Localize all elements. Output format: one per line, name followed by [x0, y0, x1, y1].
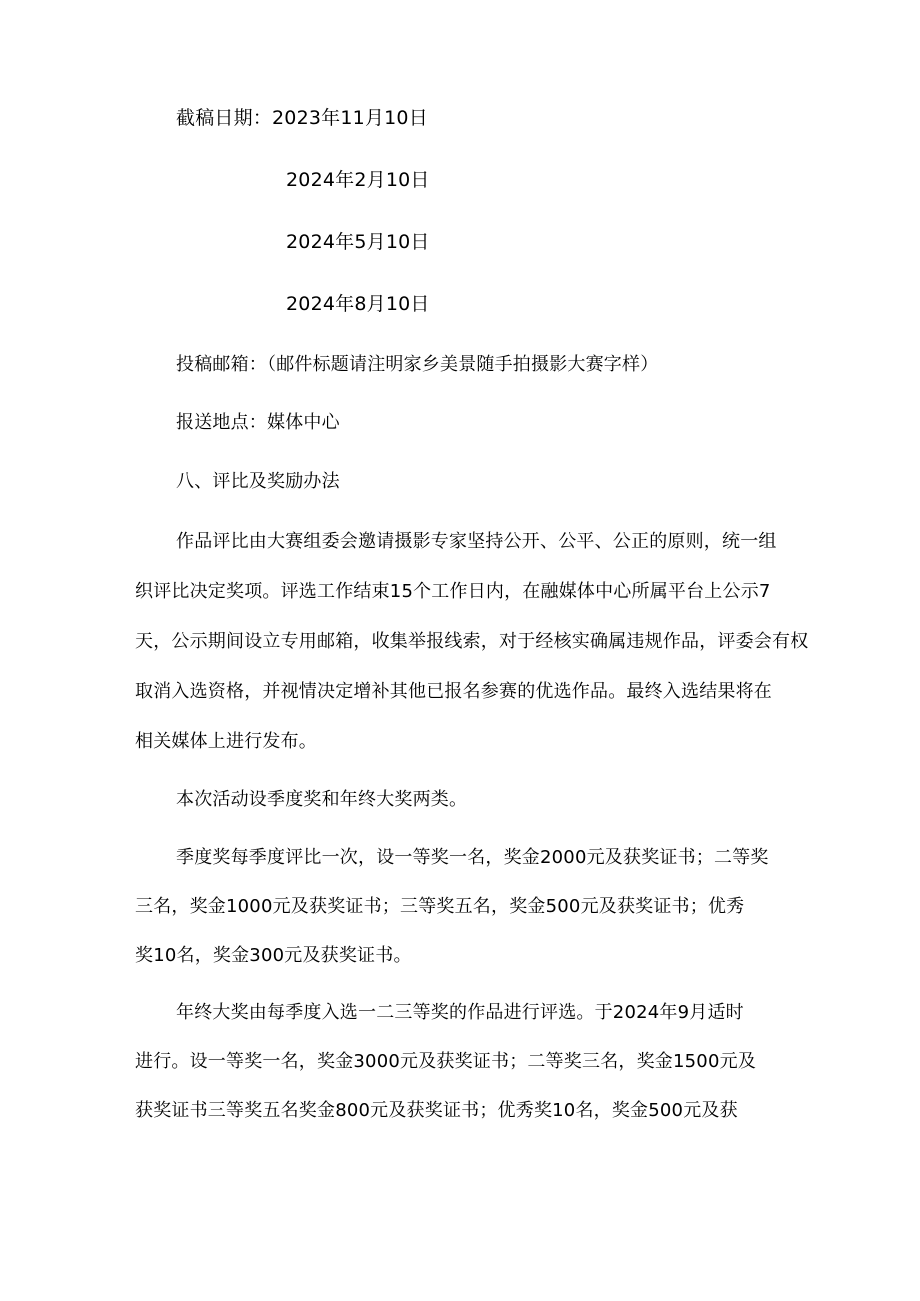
para2-line-1: 本次活动设季度奖和年终大奖两类。: [176, 789, 468, 810]
para4-line-3: 获奖证书三等奖五名奖金800元及获奖证书；优秀奖10名，奖金500元及获: [135, 1100, 738, 1121]
deadline-row-1: [176, 106, 428, 130]
para1-line-5: 相关媒体上进行发布。: [135, 731, 317, 752]
deadline-row-4: [286, 292, 430, 316]
submission-email-note: （邮件标题请注明家乡美景随手拍摄影大赛字样）: [267, 354, 659, 375]
submission-email-row: [176, 353, 658, 377]
para3-line-3: 奖10名，奖金300元及获奖证书。: [135, 945, 412, 966]
deadline-date-1: 2023年11月10日: [272, 107, 428, 129]
submission-email-label: 投稿邮箱：: [176, 354, 267, 375]
delivery-location-label: 报送地点：: [176, 412, 267, 433]
para3-line-1: 季度奖每季度评比一次，设一等奖一名，奖金2000元及获奖证书；二等奖: [176, 847, 769, 868]
para1-line-4: 取消入选资格，并视情决定增补其他已报名参赛的优选作品。最终入选结果将在: [135, 681, 772, 702]
para1-line-2: 织评比决定奖项。评选工作结束15个工作日内，在融媒体中心所属平台上公示7: [135, 581, 771, 602]
para1-line-1: 作品评比由大赛组委会邀请摄影专家坚持公开、公平、公正的原则，统一组: [176, 531, 777, 552]
para4-line-1: 年终大奖由每季度入选一二三等奖的作品进行评选。于2024年9月适时: [176, 1002, 744, 1023]
deadline-date-2: 2024年2月10日: [286, 169, 430, 191]
deadline-date-4: 2024年8月10日: [286, 293, 430, 315]
delivery-location-row: [176, 411, 340, 435]
para4-line-2: 进行。设一等奖一名，奖金3000元及获奖证书；二等奖三名，奖金1500元及: [135, 1051, 757, 1072]
para3-line-2: 三名，奖金1000元及获奖证书；三等奖五名，奖金500元及获奖证书；优秀: [135, 896, 745, 917]
deadline-date-3: 2024年5月10日: [286, 231, 430, 253]
delivery-location-value: 媒体中心: [267, 412, 340, 433]
para1-line-3: 天，公示期间设立专用邮箱，收集举报线索，对于经核实确属违规作品，评委会有权: [135, 631, 809, 652]
deadline-row-3: [286, 230, 430, 254]
section-heading: 八、评比及奖励办法: [176, 471, 340, 492]
deadline-row-2: [286, 168, 430, 192]
deadline-label: 截稿日期：: [176, 107, 273, 129]
